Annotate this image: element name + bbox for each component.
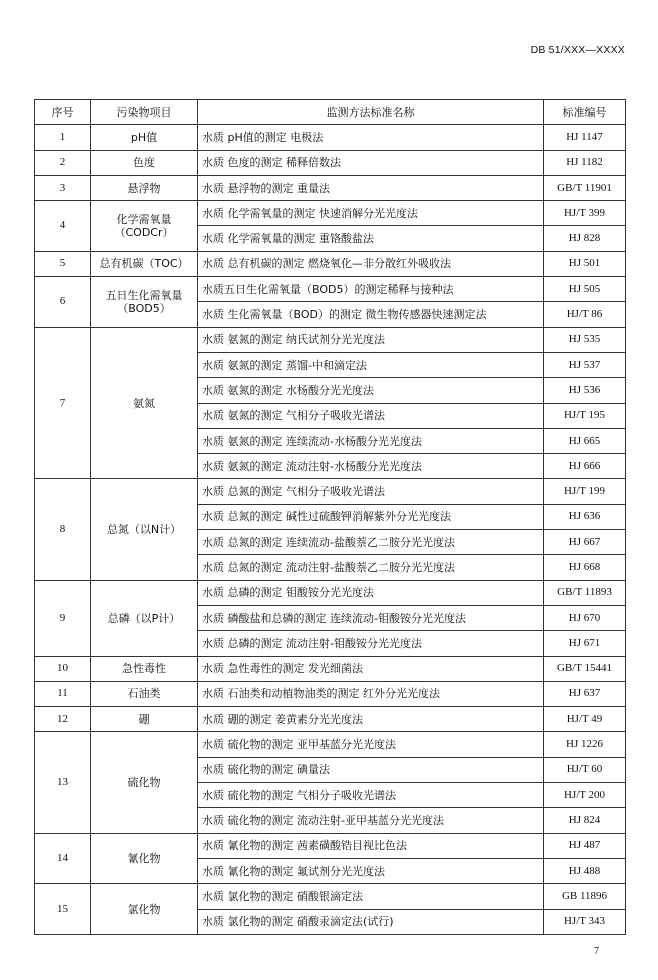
- cell-method-name: 水质 总磷的测定 流动注射-钼酸铵分光光度法: [198, 631, 544, 656]
- header-method-name: 监测方法标准名称: [198, 100, 544, 125]
- table-row: [35, 656, 626, 681]
- cell-seq: 1: [35, 125, 91, 150]
- cell-seq: 5: [35, 251, 91, 276]
- cell-pollutant: 石油类: [91, 681, 198, 706]
- cell-standard-code: HJ 665: [544, 428, 626, 453]
- cell-standard-code: HJ 488: [544, 858, 626, 883]
- cell-standard-code: HJ/T 195: [544, 403, 626, 428]
- cell-method-name: 水质 硫化物的测定 气相分子吸收光谱法: [198, 783, 544, 808]
- cell-method-name: 水质 氨氮的测定 纳氏试剂分光光度法: [198, 327, 544, 352]
- table-row: [35, 277, 626, 302]
- cell-standard-code: GB/T 11901: [544, 175, 626, 200]
- cell-seq: 11: [35, 681, 91, 706]
- cell-method-name: 水质 化学需氧量的测定 重铬酸盐法: [198, 226, 544, 251]
- cell-method-name: 水质 总氮的测定 连续流动-盐酸萘乙二胺分光光度法: [198, 530, 544, 555]
- cell-method-name: 水质 总氮的测定 气相分子吸收光谱法: [198, 479, 544, 504]
- table-body: [35, 125, 626, 935]
- cell-method-name: 水质五日生化需氧量（BOD5）的测定稀释与接种法: [198, 277, 544, 302]
- table-row: [35, 833, 626, 858]
- header-pollutant: 污染物项目: [91, 100, 198, 125]
- cell-standard-code: HJ 535: [544, 327, 626, 352]
- cell-pollutant: 总氮（以N计）: [91, 479, 198, 580]
- cell-method-name: 水质 急性毒性的测定 发光细菌法: [198, 656, 544, 681]
- cell-standard-code: HJ 824: [544, 808, 626, 833]
- cell-seq: 6: [35, 277, 91, 328]
- cell-pollutant: 化学需氧量（CODCr）: [91, 201, 198, 252]
- cell-standard-code: HJ 537: [544, 352, 626, 377]
- cell-pollutant: 氨氮: [91, 327, 198, 479]
- cell-pollutant: 悬浮物: [91, 175, 198, 200]
- cell-method-name: 水质 总氮的测定 流动注射-盐酸萘乙二胺分光光度法: [198, 555, 544, 580]
- cell-method-name: 水质 氨氮的测定 水杨酸分光光度法: [198, 378, 544, 403]
- table-row: [35, 580, 626, 605]
- cell-seq: 9: [35, 580, 91, 656]
- cell-seq: 12: [35, 707, 91, 732]
- cell-seq: 10: [35, 656, 91, 681]
- header-standard-code: 标准编号: [544, 100, 626, 125]
- cell-method-name: 水质 氯化物的测定 硝酸汞滴定法(试行): [198, 909, 544, 934]
- cell-standard-code: HJ 1147: [544, 125, 626, 150]
- cell-standard-code: HJ 668: [544, 555, 626, 580]
- cell-method-name: 水质 总氮的测定 碱性过硫酸钾消解紫外分光光度法: [198, 504, 544, 529]
- table-header-row: [35, 100, 626, 125]
- cell-pollutant: 硫化物: [91, 732, 198, 833]
- cell-method-name: 水质 pH值的测定 电极法: [198, 125, 544, 150]
- table-row: [35, 681, 626, 706]
- monitoring-methods-table: [34, 99, 626, 935]
- cell-seq: 4: [35, 201, 91, 252]
- cell-seq: 3: [35, 175, 91, 200]
- cell-standard-code: HJ 636: [544, 504, 626, 529]
- cell-method-name: 水质 硫化物的测定 亚甲基蓝分光光度法: [198, 732, 544, 757]
- cell-method-name: 水质 氯化物的测定 硝酸银滴定法: [198, 884, 544, 909]
- table-row: [35, 251, 626, 276]
- cell-pollutant: 五日生化需氧量（BOD5）: [91, 277, 198, 328]
- cell-method-name: 水质 生化需氧量（BOD）的测定 微生物传感器快速测定法: [198, 302, 544, 327]
- cell-pollutant: 硼: [91, 707, 198, 732]
- cell-standard-code: GB/T 11893: [544, 580, 626, 605]
- table-row: [35, 479, 626, 504]
- cell-standard-code: HJ/T 60: [544, 757, 626, 782]
- cell-standard-code: HJ/T 200: [544, 783, 626, 808]
- cell-standard-code: HJ 670: [544, 605, 626, 630]
- table-row: [35, 125, 626, 150]
- cell-standard-code: HJ 536: [544, 378, 626, 403]
- cell-method-name: 水质 氰化物的测定 茜素磺酸锆目视比色法: [198, 833, 544, 858]
- cell-method-name: 水质 石油类和动植物油类的测定 红外分光光度法: [198, 681, 544, 706]
- cell-pollutant: 急性毒性: [91, 656, 198, 681]
- cell-method-name: 水质 硫化物的测定 流动注射-亚甲基蓝分光光度法: [198, 808, 544, 833]
- cell-standard-code: HJ 667: [544, 530, 626, 555]
- document-code: DB 51/XXX—XXXX: [530, 44, 625, 56]
- cell-standard-code: HJ/T 343: [544, 909, 626, 934]
- cell-standard-code: HJ 1182: [544, 150, 626, 175]
- cell-standard-code: HJ 637: [544, 681, 626, 706]
- cell-seq: 7: [35, 327, 91, 479]
- cell-standard-code: HJ 666: [544, 454, 626, 479]
- cell-method-name: 水质 总磷的测定 钼酸铵分光光度法: [198, 580, 544, 605]
- table-row: [35, 884, 626, 909]
- table-row: [35, 732, 626, 757]
- table-row: [35, 327, 626, 352]
- cell-standard-code: HJ 505: [544, 277, 626, 302]
- cell-seq: 2: [35, 150, 91, 175]
- cell-standard-code: HJ 487: [544, 833, 626, 858]
- cell-seq: 8: [35, 479, 91, 580]
- cell-method-name: 水质 总有机碳的测定 燃烧氧化—非分散红外吸收法: [198, 251, 544, 276]
- cell-method-name: 水质 磷酸盐和总磷的测定 连续流动-钼酸铵分光光度法: [198, 605, 544, 630]
- header-seq: 序号: [35, 100, 91, 125]
- cell-standard-code: HJ/T 86: [544, 302, 626, 327]
- cell-standard-code: HJ 501: [544, 251, 626, 276]
- cell-method-name: 水质 氨氮的测定 蒸馏-中和滴定法: [198, 352, 544, 377]
- cell-method-name: 水质 悬浮物的测定 重量法: [198, 175, 544, 200]
- cell-standard-code: GB/T 15441: [544, 656, 626, 681]
- page-number: 7: [594, 946, 599, 957]
- cell-method-name: 水质 色度的测定 稀释倍数法: [198, 150, 544, 175]
- cell-method-name: 水质 硼的测定 姜黄素分光光度法: [198, 707, 544, 732]
- cell-standard-code: HJ 671: [544, 631, 626, 656]
- cell-method-name: 水质 硫化物的测定 碘量法: [198, 757, 544, 782]
- cell-seq: 13: [35, 732, 91, 833]
- table-row: [35, 175, 626, 200]
- cell-method-name: 水质 氨氮的测定 流动注射-水杨酸分光光度法: [198, 454, 544, 479]
- table-row: [35, 201, 626, 226]
- cell-method-name: 水质 氰化物的测定 氟试剂分光光度法: [198, 858, 544, 883]
- cell-standard-code: HJ 1226: [544, 732, 626, 757]
- cell-standard-code: HJ/T 399: [544, 201, 626, 226]
- cell-seq: 14: [35, 833, 91, 884]
- cell-pollutant: pH值: [91, 125, 198, 150]
- cell-standard-code: HJ/T 199: [544, 479, 626, 504]
- table-row: [35, 707, 626, 732]
- cell-seq: 15: [35, 884, 91, 935]
- cell-method-name: 水质 氨氮的测定 连续流动-水杨酸分光光度法: [198, 428, 544, 453]
- cell-pollutant: 色度: [91, 150, 198, 175]
- cell-standard-code: GB 11896: [544, 884, 626, 909]
- cell-pollutant: 总有机碳（TOC）: [91, 251, 198, 276]
- cell-pollutant: 氰化物: [91, 833, 198, 884]
- cell-pollutant: 氯化物: [91, 884, 198, 935]
- table-row: [35, 150, 626, 175]
- cell-pollutant: 总磷（以P计）: [91, 580, 198, 656]
- cell-standard-code: HJ/T 49: [544, 707, 626, 732]
- cell-standard-code: HJ 828: [544, 226, 626, 251]
- cell-method-name: 水质 化学需氧量的测定 快速消解分光光度法: [198, 201, 544, 226]
- cell-method-name: 水质 氨氮的测定 气相分子吸收光谱法: [198, 403, 544, 428]
